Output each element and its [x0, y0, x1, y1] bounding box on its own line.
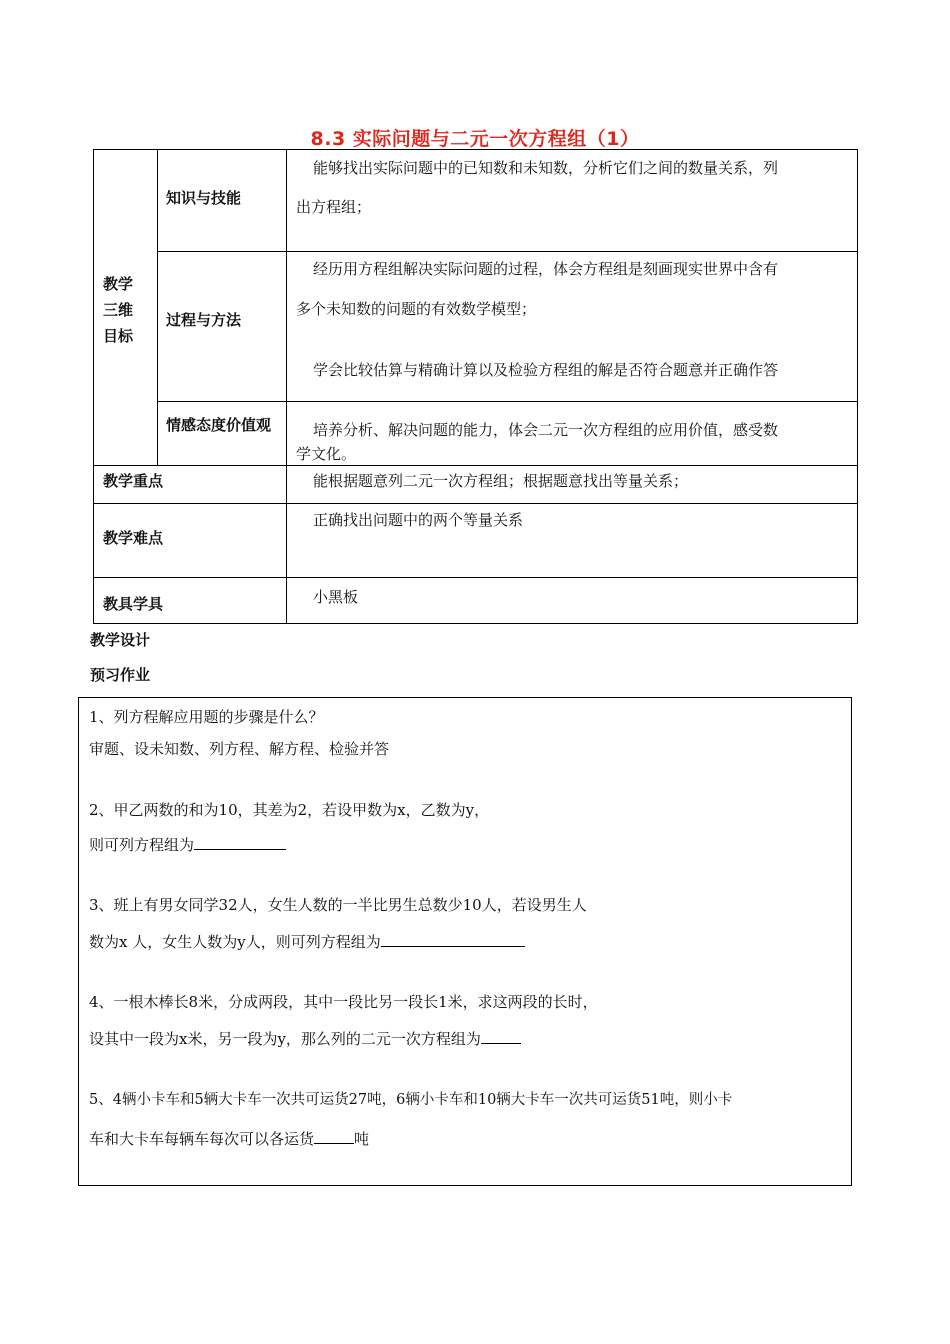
- process-text-line1: 经历用方程组解决实际问题的过程，体会方程组是刻画现实世界中含有: [313, 260, 779, 278]
- process-label: 过程与方法: [166, 311, 242, 329]
- knowledge-text-line2: 出方程组；: [296, 198, 372, 216]
- page-title: 8.3 实际问题与二元一次方程组（1）: [310, 128, 640, 150]
- question-3-line2: [89, 931, 525, 952]
- question-5-unit: 吨: [354, 1130, 370, 1148]
- key-point-label: 教学重点: [103, 472, 164, 490]
- question-3-line1: 3、班上有男女同学32人，女生人数的一半比男生总数少10人，若设男生人: [89, 896, 587, 914]
- answer-blank-5[interactable]: [314, 1129, 354, 1144]
- tools-label: 教具学具: [103, 595, 164, 613]
- question-4-line2: [89, 1028, 521, 1049]
- answer-blank-2[interactable]: [194, 835, 286, 850]
- objectives-group-label-1: 教学: [103, 275, 134, 293]
- objectives-group-label-2: 三维: [103, 301, 134, 319]
- question-3-text: 数为x 人，女生人数为y人，则可列方程组为: [89, 933, 381, 951]
- process-text-line3: 学会比较估算与精确计算以及检验方程组的解是否符合题意并正确作答: [313, 361, 779, 379]
- question-5-line1: 5、4辆小卡车和5辆大卡车一次共可运货27吨，6辆小卡车和10辆大卡车一次共可运货51吨，则小卡: [89, 1092, 733, 1108]
- preview-heading: 预习作业: [90, 666, 151, 684]
- question-2-text: 则可列方程组为: [89, 836, 195, 854]
- process-text-line2: 多个未知数的问题的有效数学模型；: [296, 300, 537, 318]
- difficulty-label: 教学难点: [103, 529, 164, 547]
- question-2-line2: [89, 834, 286, 855]
- question-5-text: 车和大卡车每辆车每次可以各运货: [89, 1130, 315, 1148]
- key-point-text: 能根据题意列二元一次方程组；根据题意找出等量关系；: [313, 472, 689, 490]
- answer-blank-4[interactable]: [481, 1029, 521, 1044]
- knowledge-text-line1: 能够找出实际问题中的已知数和未知数，分析它们之间的数量关系，列: [313, 159, 779, 177]
- emotion-text-line1: 培养分析、解决问题的能力，体会二元一次方程组的应用价值，感受数: [313, 421, 779, 439]
- knowledge-label: 知识与技能: [166, 189, 242, 207]
- difficulty-text: 正确找出问题中的两个等量关系: [313, 511, 524, 529]
- question-2-line1: 2、甲乙两数的和为10，其差为2，若设甲数为x，乙数为y，: [89, 801, 490, 819]
- question-4-text: 设其中一段为x米，另一段为y，那么列的二元一次方程组为: [89, 1030, 481, 1048]
- preview-box: [78, 697, 852, 1186]
- answer-1: 审题、设未知数、列方程、解方程、检验并答: [89, 740, 390, 758]
- tools-text: 小黑板: [313, 588, 359, 606]
- question-1: 1、列方程解应用题的步骤是什么？: [89, 708, 324, 726]
- design-heading: 教学设计: [90, 631, 151, 649]
- question-4-line1: 4、一根木棒长8米，分成两段，其中一段比另一段长1米，求这两段的长时，: [89, 993, 598, 1011]
- emotion-label: 情感态度价值观: [166, 416, 272, 434]
- answer-blank-3[interactable]: [381, 932, 525, 947]
- objectives-group-label-3: 目标: [103, 327, 134, 345]
- question-5-line2: [89, 1128, 369, 1149]
- emotion-text-line2: 学文化。: [296, 445, 357, 463]
